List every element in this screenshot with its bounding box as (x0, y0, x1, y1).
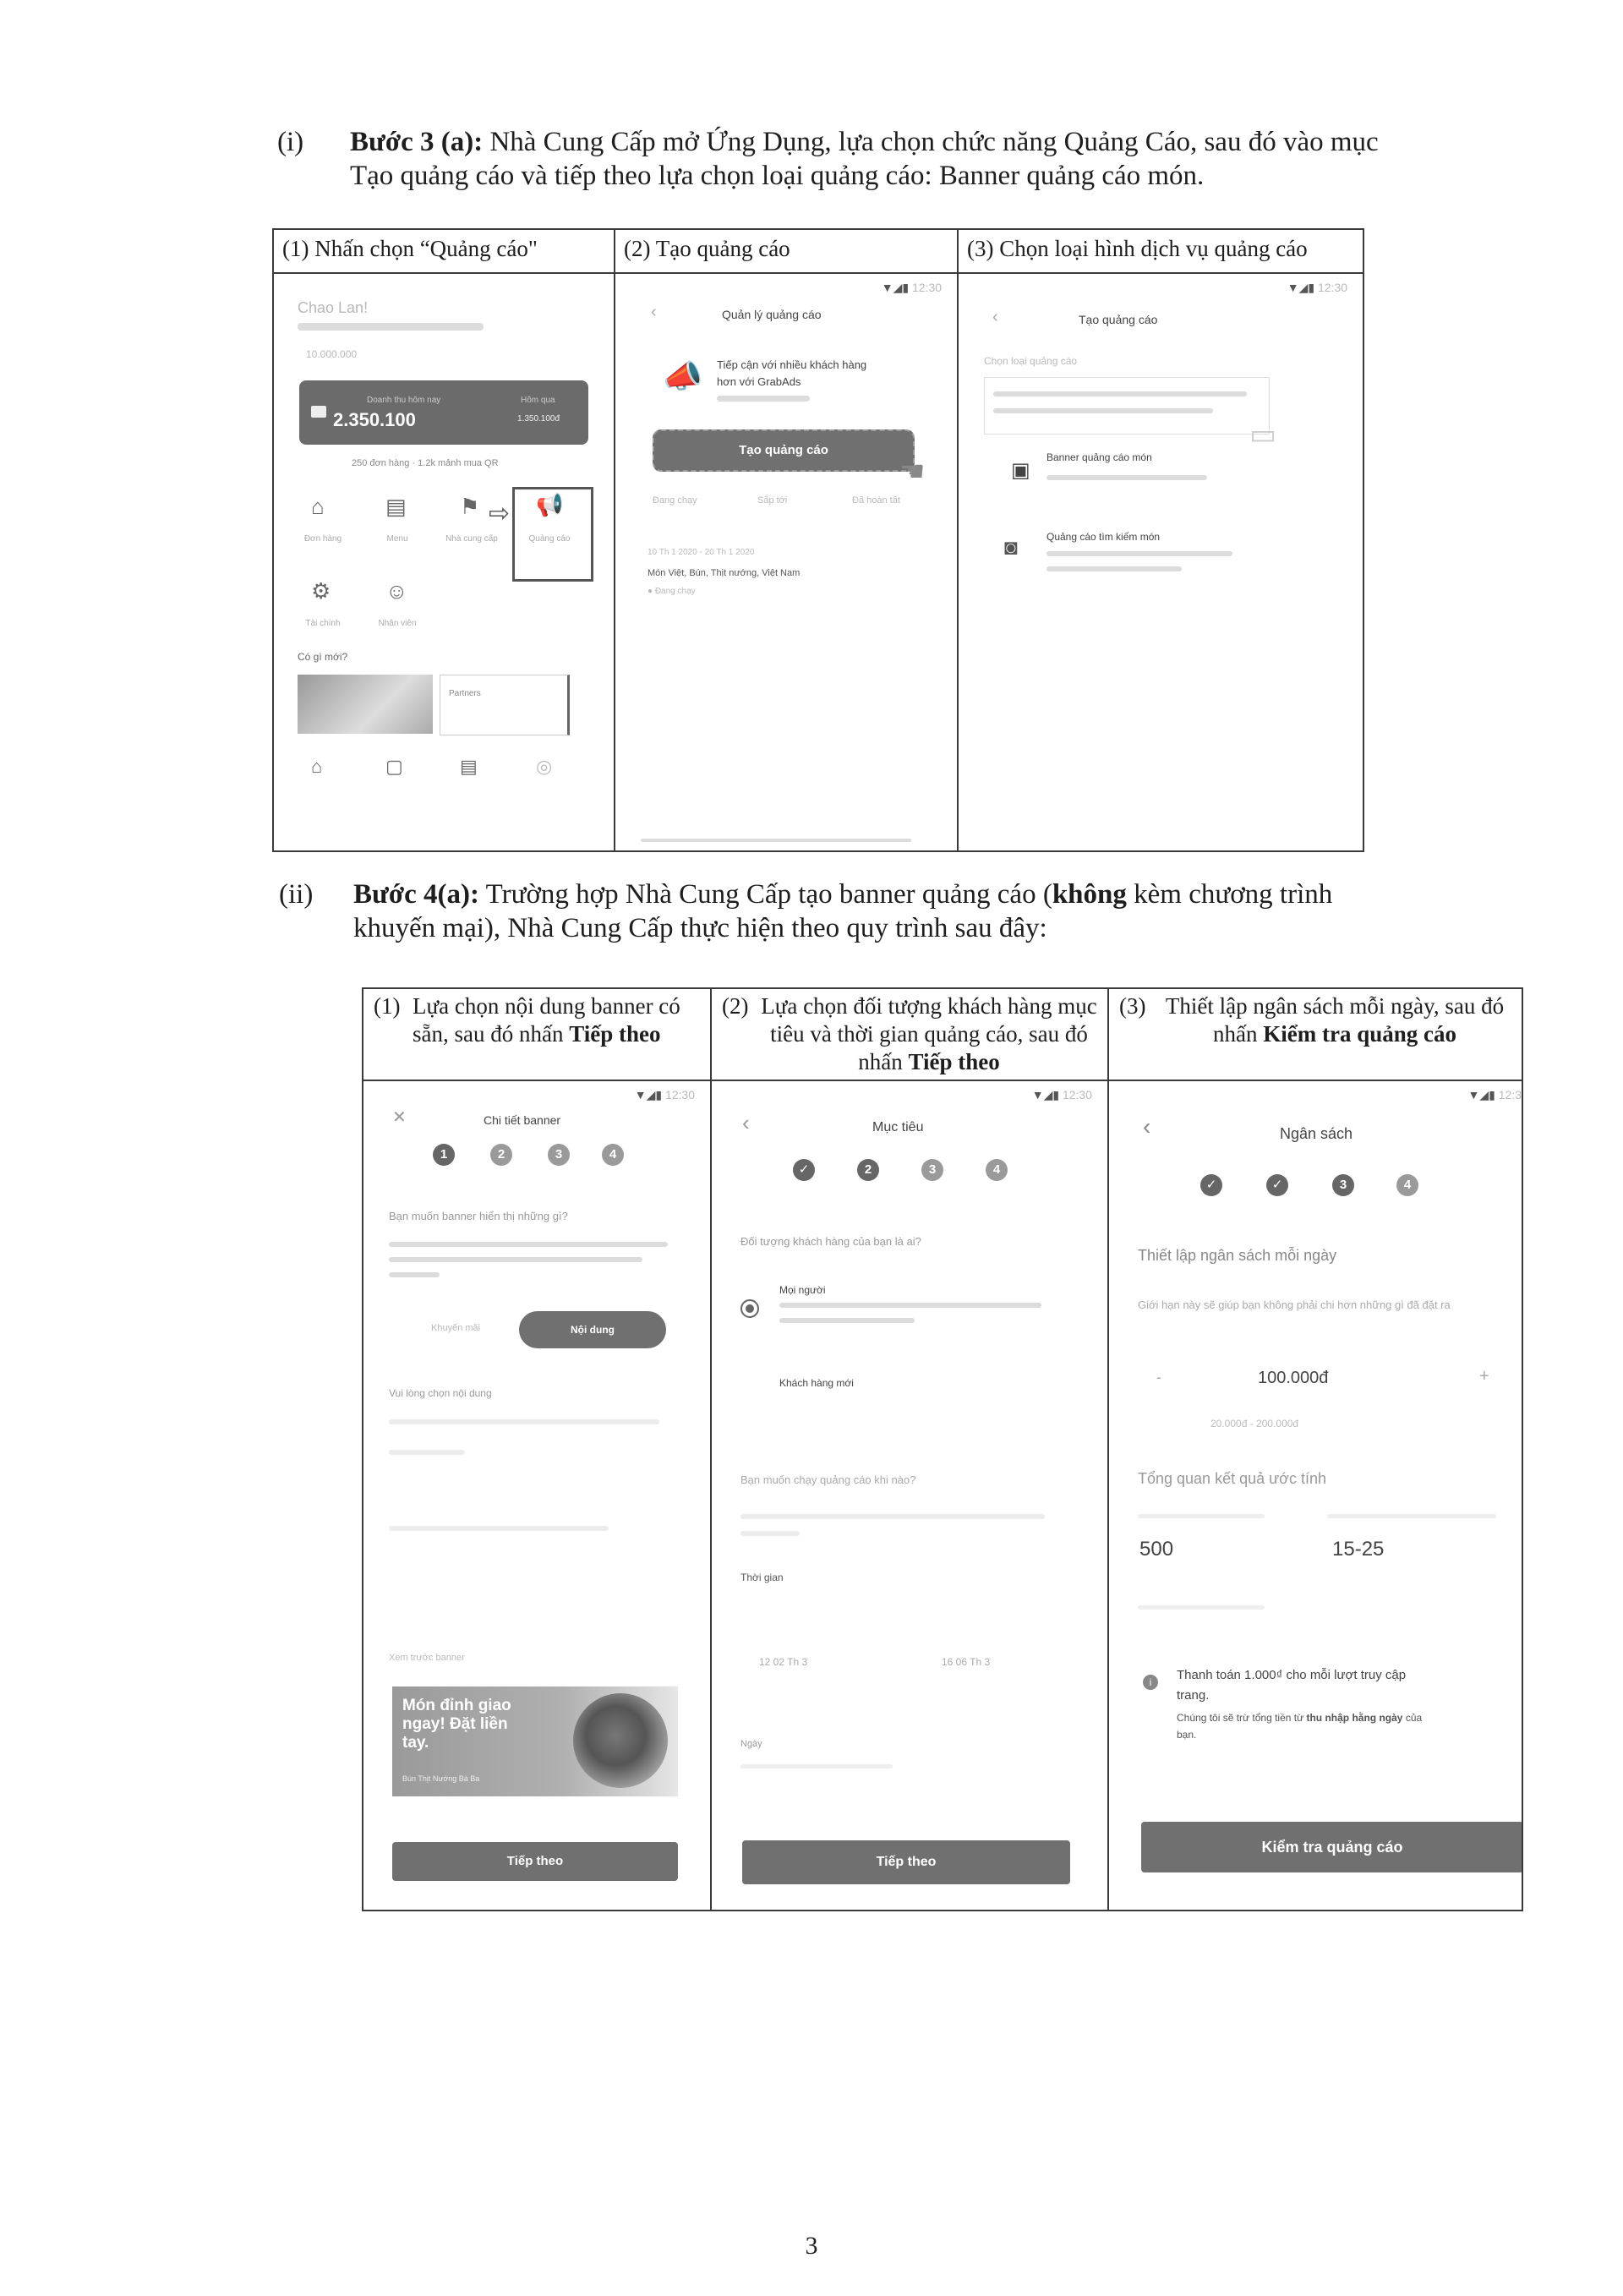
home-icon[interactable]: ⌂ (311, 756, 323, 777)
stepper-step-1: 1 (433, 1144, 455, 1166)
stepper-step-2: 2 (490, 1144, 512, 1166)
option-everyone-label[interactable]: Mọi người (779, 1284, 826, 1296)
overview-label: Tổng quan kết quả ước tính (1138, 1470, 1326, 1487)
step4-not-word: không (1052, 879, 1127, 910)
calendar-icon[interactable]: ▢ (385, 756, 403, 777)
greeting-text: Chao Lan! (298, 299, 369, 316)
step3-title: Bước 3 (a): (350, 127, 484, 157)
profile-icon[interactable]: ◎ (536, 756, 553, 777)
banner-option-label[interactable]: Banner quảng cáo món (1046, 451, 1152, 463)
budget-hint: Giới hạn này sẽ giúp bạn không phải chi hơn những gì đã đặt ra (1138, 1298, 1451, 1311)
promo-text: Partners (449, 689, 481, 698)
status-bar: ▼◢▮ 12:30 (881, 281, 942, 294)
step3-table (272, 228, 1364, 852)
food-bowl-image (573, 1693, 668, 1788)
step4-screen-1 (363, 1080, 711, 1911)
revenue-value: 2.350.100 (333, 409, 416, 430)
back-icon[interactable]: ‹ (651, 303, 657, 321)
icon-label-supplier: Nhà cung cấp (445, 534, 498, 544)
step4-header-1: (1) Lựa chọn nội dung banner có sẵn, sau đó nhấn Tiếp theo (363, 988, 711, 1080)
info-box (984, 377, 1270, 435)
choose-type-label: Chọn loại quảng cáo (984, 355, 1078, 367)
step3-screen-2 (615, 273, 958, 851)
screenB-title: Mục tiêu (872, 1120, 924, 1134)
stepper-step-3: 3 (1332, 1174, 1354, 1196)
next-button[interactable]: Tiếp theo (742, 1840, 1070, 1884)
step4-screen-2 (711, 1080, 1108, 1911)
preview-label: Xem trước banner (389, 1653, 465, 1663)
promo-line1: Tiếp cận với nhiều khách hàng (717, 358, 867, 371)
step4-header-2: (2) Lựa chọn đối tượng khách hàng mục tiêu và thời gian quảng cáo, sau đó nhấn Tiếp theo (711, 988, 1108, 1080)
toggle-content-button[interactable]: Nội dung (519, 1311, 666, 1348)
hand-pointer-icon: ☚ (899, 456, 926, 488)
banner-subtitle: Bún Thịt Nướng Bà Ba (402, 1774, 480, 1783)
status-bar: ▼◢▮ 12:30 (1287, 281, 1347, 294)
fee-info-line1: Thanh toán 1.000₫ cho mỗi lượt truy cập (1177, 1668, 1407, 1682)
review-ad-button[interactable]: Kiểm tra quảng cáo (1141, 1822, 1522, 1872)
yesterday-label: Hôm qua (521, 396, 555, 405)
day-label: Ngày (740, 1739, 762, 1749)
revenue-label: Doanh thu hôm nay (367, 396, 441, 405)
increase-button[interactable]: + (1479, 1367, 1489, 1386)
news-card[interactable] (440, 675, 570, 735)
start-time[interactable]: 12 02 Th 3 (759, 1656, 808, 1668)
news-image[interactable] (298, 675, 433, 734)
status-bar: ▼◢▮ 12:30 (634, 1088, 695, 1102)
search-option-icon[interactable]: ◙ (1004, 534, 1018, 560)
icon-label-menu: Menu (386, 534, 408, 544)
close-icon[interactable]: ✕ (392, 1108, 407, 1127)
metric-visits: 500 (1139, 1538, 1174, 1561)
option-new-customers-label[interactable]: Khách hàng mới (779, 1377, 854, 1389)
step3-paragraph (277, 125, 1461, 201)
banner-headline: Món đỉnh giao ngay! Đặt liền tay. (402, 1697, 511, 1752)
status-bar: ▼◢▮ 12:3 (1467, 1088, 1522, 1102)
tab-completed[interactable]: Đã hoàn tất (852, 495, 900, 506)
time-label: Thời gian (740, 1572, 784, 1583)
stepper-step-3: 3 (921, 1159, 943, 1181)
page-number: 3 (805, 2232, 818, 2260)
decrease-button[interactable]: - (1156, 1369, 1161, 1386)
card-icon: ▭ (1249, 418, 1277, 451)
tab-running[interactable]: Đang chạy (653, 495, 697, 506)
date-range: 10 Th 1 2020 - 20 Th 1 2020 (648, 548, 755, 557)
tab-upcoming[interactable]: Sắp tới (757, 495, 788, 506)
stepper-step-2: ✓ (1266, 1174, 1288, 1196)
stepper-step-4: 4 (986, 1159, 1008, 1181)
megaphone-icon: 📣 (663, 359, 703, 395)
audience-question: Đối tượng khách hàng của bạn là ai? (740, 1235, 921, 1248)
budget-amount[interactable]: 100.000đ (1258, 1369, 1329, 1387)
revenue-card[interactable] (299, 380, 588, 445)
step3-header-2: (2) Tạo quảng cáo (615, 229, 958, 273)
finance-icon[interactable]: ⚙ (311, 578, 331, 604)
step3-screen-3 (958, 273, 1363, 851)
metric-orders: 15-25 (1332, 1538, 1385, 1561)
screen3-title: Tạo quảng cáo (1079, 313, 1158, 326)
screenA-title: Chi tiết banner (484, 1113, 561, 1127)
stepper-step-3: 3 (548, 1144, 570, 1166)
menu-icon[interactable]: ▤ (385, 494, 407, 519)
step4-number: (ii) (279, 879, 314, 910)
step4-table (362, 987, 1523, 1911)
back-icon[interactable]: ‹ (1143, 1113, 1151, 1140)
wallet-icon (311, 406, 326, 418)
icon-label-ads: Quảng cáo (528, 534, 571, 544)
toggle-promotion[interactable]: Khuyến mãi (431, 1323, 481, 1333)
ads-icon[interactable]: 📢 (536, 492, 564, 517)
balance-text: 10.000.000 (306, 348, 358, 360)
stepper-step-1: ✓ (1200, 1174, 1222, 1196)
stepper-step-1: ✓ (793, 1159, 815, 1181)
step4-line2: khuyến mại), Nhà Cung Cấp thực hiện theo quy trình sau đây: (353, 913, 1047, 943)
icon-label-finance: Tài chính (305, 619, 341, 628)
step3-header-3: (3) Chọn loại hình dịch vụ quảng cáo (958, 229, 1363, 273)
staff-icon[interactable]: ☺ (385, 578, 408, 604)
order-icon[interactable]: ⌂ (311, 494, 325, 519)
daily-budget-label: Thiết lập ngân sách mỗi ngày (1138, 1247, 1337, 1264)
icon-label-staff: Nhân viên (378, 619, 417, 628)
ad-status: ● Đang chạy (648, 587, 696, 596)
stepper-step-2: 2 (857, 1159, 879, 1181)
fee-info-sub-2: bạn. (1177, 1729, 1197, 1741)
promo-line2: hơn với GrabAds (717, 375, 801, 388)
schedule-question: Bạn muốn chạy quảng cáo khi nào? (740, 1473, 916, 1486)
step3-number: (i) (277, 127, 304, 157)
inbox-icon[interactable]: ▤ (460, 756, 478, 777)
whats-new-heading: Có gì mới? (298, 651, 348, 663)
radio-selected-icon[interactable] (740, 1299, 759, 1318)
stepper-step-4: 4 (1396, 1174, 1418, 1196)
step4-screen-3 (1108, 1080, 1522, 1911)
info-icon: i (1143, 1675, 1158, 1690)
step4-title: Bước 4(a): (353, 879, 479, 910)
step3-line2: Tạo quảng cáo và tiếp theo lựa chọn loại quảng cáo: Banner quảng cáo món. (350, 161, 1205, 191)
fee-info-sub: Chúng tôi sẽ trừ tổng tiền từ thu nhập hằng ngày của (1177, 1712, 1423, 1724)
status-bar: ▼◢▮ 12:30 (1031, 1088, 1092, 1102)
screen2-title: Quản lý quảng cáo (722, 308, 822, 321)
next-button[interactable]: Tiếp theo (392, 1842, 678, 1881)
yesterday-value: 1.350.100đ (517, 414, 560, 424)
budget-range: 20.000đ - 200.000đ (1210, 1418, 1299, 1430)
icon-label-orders: Đơn hàng (303, 534, 342, 544)
banner-option-icon[interactable]: ▣ (1011, 459, 1030, 482)
back-icon[interactable]: ‹ (992, 308, 998, 326)
search-option-label[interactable]: Quảng cáo tìm kiếm món (1046, 531, 1161, 543)
screenC-title: Ngân sách (1280, 1125, 1353, 1142)
display-question: Bạn muốn banner hiển thị những gì? (389, 1210, 568, 1222)
choose-content-label: Vui lòng chọn nội dung (389, 1387, 492, 1399)
stats-text: 250 đơn hàng · 1.2k mảnh mua QR (352, 458, 499, 468)
supplier-icon[interactable]: ⚑ (460, 494, 480, 519)
step4-header-3: (3) Thiết lập ngân sách mỗi ngày, sau đó nhấn Kiểm tra quảng cáo (1108, 988, 1522, 1080)
banner-preview[interactable] (392, 1686, 678, 1796)
fee-info-line2: trang. (1177, 1688, 1210, 1703)
create-ad-button[interactable]: Tạo quảng cáo (653, 429, 915, 472)
step3-header-1: (1) Nhấn chọn “Quảng cáo" (273, 229, 615, 273)
back-icon[interactable]: ‹ (742, 1110, 750, 1135)
end-time[interactable]: 16 06 Th 3 (942, 1656, 991, 1668)
pointer-arrow-icon: ⇨ (489, 500, 511, 528)
step4-paragraph: (ii) Bước 4(a): Trường hợp Nhà Cung Cấp tạo banner quảng cáo (không kèm chương trình khuyến mại), Nhà Cung Cấp thực hiện theo quy trình sau đây: (279, 879, 1333, 943)
ad-name: Món Việt, Bún, Thịt nướng, Việt Nam (648, 568, 801, 578)
step3-line1: Nhà Cung Cấp mở Ứng Dụng, lựa chọn chức năng Quảng Cáo, sau đó vào mục (483, 127, 1379, 157)
step3-screen-1 (273, 273, 615, 851)
stepper-step-4: 4 (602, 1144, 624, 1166)
